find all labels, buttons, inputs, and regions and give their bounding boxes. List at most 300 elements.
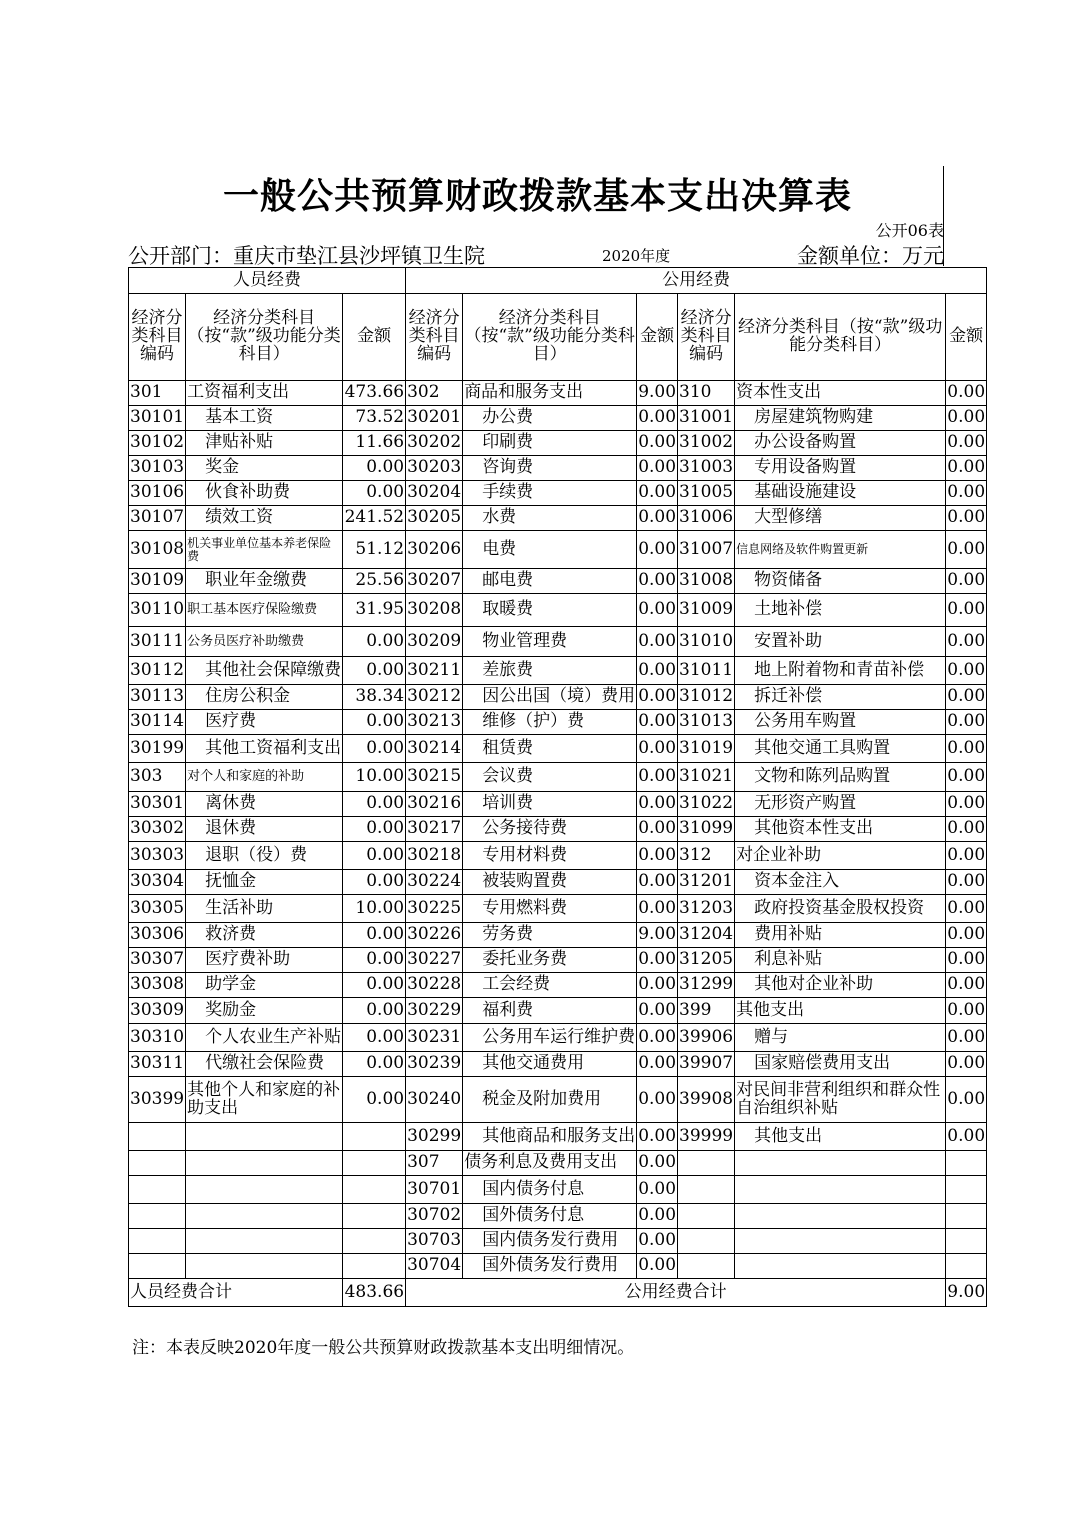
cell-code-2: 30211 — [406, 657, 463, 685]
form-number: 公开06表 — [875, 221, 944, 240]
cell-amount-2: 0.00 — [637, 456, 678, 481]
cell-name-1: 退职（役）费 — [186, 842, 343, 870]
header-name-3: 经济分类科目（按“款”级功能分类科目） — [735, 294, 946, 381]
cell-code-1: 30311 — [129, 1052, 186, 1077]
cell-name-2: 国内债务付息 — [463, 1176, 637, 1204]
cell-amount-1: 241.52 — [343, 506, 406, 531]
cell-name-3: 房屋建筑物购建 — [735, 406, 946, 431]
table-row — [129, 998, 987, 1024]
cell-code-1: 30107 — [129, 506, 186, 531]
cell-code-1: 30106 — [129, 481, 186, 506]
cell-amount-1: 38.34 — [343, 685, 406, 710]
cell-code-3: 31013 — [678, 710, 735, 735]
cell-amount-2: 0.00 — [637, 842, 678, 870]
cell-code-1: 30108 — [129, 531, 186, 569]
cell-code-2: 30702 — [406, 1204, 463, 1229]
cell-amount-1: 10.00 — [343, 763, 406, 792]
cell-name-2: 物业管理费 — [463, 627, 637, 657]
cell-name-1: 职业年金缴费 — [186, 569, 343, 594]
cell-code-3: 39908 — [678, 1077, 735, 1123]
cell-code-2: 30701 — [406, 1176, 463, 1204]
cell-name-2: 委托业务费 — [463, 948, 637, 973]
cell-code-2: 30216 — [406, 792, 463, 817]
table-row — [129, 685, 987, 710]
cell-amount-2: 0.00 — [637, 1077, 678, 1123]
cell-code-2: 30704 — [406, 1254, 463, 1279]
cell-name-1: 其他个人和家庭的补助支出 — [186, 1077, 343, 1123]
cell-amount-3: 0.00 — [946, 569, 987, 594]
table-row — [129, 870, 987, 895]
cell-name-3: 政府投资基金股权投资 — [735, 895, 946, 923]
cell-code-3: 31022 — [678, 792, 735, 817]
cell-amount-3: 0.00 — [946, 406, 987, 431]
table-row — [129, 569, 987, 594]
page-title: 一般公共预算财政拨款基本支出决算表 — [222, 176, 852, 217]
cell-amount-3: 0.00 — [946, 948, 987, 973]
table-row — [129, 1204, 987, 1229]
cell-amount-1 — [343, 1123, 406, 1151]
cell-amount-2: 0.00 — [637, 998, 678, 1024]
cell-name-3: 无形资产购置 — [735, 792, 946, 817]
cell-amount-3: 0.00 — [946, 1024, 987, 1052]
cell-amount-1: 25.56 — [343, 569, 406, 594]
table-row — [129, 431, 987, 456]
cell-code-2: 30226 — [406, 923, 463, 948]
cell-code-1 — [129, 1151, 186, 1176]
cell-code-3 — [678, 1254, 735, 1279]
cell-name-2: 因公出国（境）费用 — [463, 685, 637, 710]
cell-code-3: 31005 — [678, 481, 735, 506]
cell-code-2: 30239 — [406, 1052, 463, 1077]
cell-code-1: 30109 — [129, 569, 186, 594]
cell-amount-2: 0.00 — [637, 792, 678, 817]
cell-amount-1: 0.00 — [343, 657, 406, 685]
cell-name-2: 工会经费 — [463, 973, 637, 998]
cell-code-2: 30218 — [406, 842, 463, 870]
cell-code-3: 31008 — [678, 569, 735, 594]
cell-amount-3: 0.00 — [946, 657, 987, 685]
cell-amount-1: 0.00 — [343, 998, 406, 1024]
cell-name-3: 其他支出 — [735, 998, 946, 1024]
cell-name-2: 差旅费 — [463, 657, 637, 685]
cell-amount-3: 0.00 — [946, 594, 987, 627]
cell-code-3: 39999 — [678, 1123, 735, 1151]
cell-amount-3: 0.00 — [946, 973, 987, 998]
cell-code-1: 30114 — [129, 710, 186, 735]
cell-name-1 — [186, 1229, 343, 1254]
cell-amount-1: 473.66 — [343, 381, 406, 406]
cell-name-1: 代缴社会保险费 — [186, 1052, 343, 1077]
cell-name-3: 资本金注入 — [735, 870, 946, 895]
cell-name-2: 公务用车运行维护费 — [463, 1024, 637, 1052]
cell-amount-2: 0.00 — [637, 948, 678, 973]
cell-code-1: 30302 — [129, 817, 186, 842]
header-name-2: 经济分类科目（按“款”级功能分类科目） — [463, 294, 637, 381]
cell-amount-1: 0.00 — [343, 735, 406, 763]
cell-code-2: 30213 — [406, 710, 463, 735]
cell-name-2: 国内债务发行费用 — [463, 1229, 637, 1254]
cell-amount-3 — [946, 1229, 987, 1254]
cell-amount-3: 0.00 — [946, 456, 987, 481]
cell-name-1: 退休费 — [186, 817, 343, 842]
cell-name-1: 其他社会保障缴费 — [186, 657, 343, 685]
cell-name-1: 个人农业生产补贴 — [186, 1024, 343, 1052]
cell-code-3: 31009 — [678, 594, 735, 627]
cell-name-3 — [735, 1229, 946, 1254]
cell-amount-3: 0.00 — [946, 998, 987, 1024]
personnel-total-label: 人员经费合计 — [129, 1279, 343, 1307]
cell-amount-3: 0.00 — [946, 1077, 987, 1123]
cell-name-1: 抚恤金 — [186, 870, 343, 895]
cell-name-3: 利息补贴 — [735, 948, 946, 973]
table-row — [129, 1176, 987, 1204]
cell-code-3: 31003 — [678, 456, 735, 481]
cell-amount-1: 11.66 — [343, 431, 406, 456]
table-row — [129, 792, 987, 817]
table-row — [129, 456, 987, 481]
cell-code-3: 31012 — [678, 685, 735, 710]
cell-amount-1: 0.00 — [343, 948, 406, 973]
table-row — [129, 657, 987, 685]
cell-name-3: 费用补贴 — [735, 923, 946, 948]
cell-name-1: 津贴补贴 — [186, 431, 343, 456]
cell-name-2: 税金及附加费用 — [463, 1077, 637, 1123]
cell-amount-2: 0.00 — [637, 870, 678, 895]
cell-code-2: 30208 — [406, 594, 463, 627]
cell-code-1: 30102 — [129, 431, 186, 456]
cell-name-3: 资本性支出 — [735, 381, 946, 406]
cell-code-1 — [129, 1229, 186, 1254]
cell-code-2: 30212 — [406, 685, 463, 710]
cell-amount-3: 0.00 — [946, 842, 987, 870]
cell-code-1: 30306 — [129, 923, 186, 948]
cell-amount-2: 0.00 — [637, 657, 678, 685]
cell-name-3: 对企业补助 — [735, 842, 946, 870]
cell-amount-2: 0.00 — [637, 1052, 678, 1077]
header-amount-2: 金额 — [637, 294, 678, 381]
cell-code-1: 30399 — [129, 1077, 186, 1123]
cell-amount-3 — [946, 1151, 987, 1176]
amount-unit: 金额单位：万元 — [797, 244, 944, 268]
cell-name-1: 基本工资 — [186, 406, 343, 431]
cell-name-1: 助学金 — [186, 973, 343, 998]
cell-name-3: 公务用车购置 — [735, 710, 946, 735]
table-row — [129, 1123, 987, 1151]
cell-amount-2: 0.00 — [637, 710, 678, 735]
cell-code-3: 31099 — [678, 817, 735, 842]
cell-code-2: 30204 — [406, 481, 463, 506]
cell-amount-3: 0.00 — [946, 627, 987, 657]
cell-name-2: 其他交通费用 — [463, 1052, 637, 1077]
cell-name-3 — [735, 1204, 946, 1229]
cell-amount-3: 0.00 — [946, 431, 987, 456]
table-row — [129, 381, 987, 406]
cell-amount-1 — [343, 1176, 406, 1204]
cell-code-3: 31201 — [678, 870, 735, 895]
table-row — [129, 481, 987, 506]
cell-amount-2: 0.00 — [637, 569, 678, 594]
cell-amount-1: 0.00 — [343, 842, 406, 870]
cell-amount-3 — [946, 1254, 987, 1279]
cell-name-3: 地上附着物和青苗补偿 — [735, 657, 946, 685]
cell-code-2: 30224 — [406, 870, 463, 895]
header-name-1: 经济分类科目（按“款”级功能分类科目） — [186, 294, 343, 381]
cell-amount-1: 0.00 — [343, 870, 406, 895]
cell-name-2: 公务接待费 — [463, 817, 637, 842]
cell-amount-3 — [946, 1176, 987, 1204]
cell-name-3 — [735, 1176, 946, 1204]
cell-code-2: 302 — [406, 381, 463, 406]
cell-name-1: 救济费 — [186, 923, 343, 948]
cell-amount-3: 0.00 — [946, 1123, 987, 1151]
cell-name-1 — [186, 1151, 343, 1176]
cell-code-2: 30215 — [406, 763, 463, 792]
table-row — [129, 1254, 987, 1279]
cell-code-3: 31001 — [678, 406, 735, 431]
cell-code-1: 30110 — [129, 594, 186, 627]
table-row — [129, 948, 987, 973]
cell-amount-3: 0.00 — [946, 923, 987, 948]
cell-name-1 — [186, 1254, 343, 1279]
cell-code-3: 31006 — [678, 506, 735, 531]
cell-code-1: 30111 — [129, 627, 186, 657]
header-info-line — [128, 240, 944, 268]
cell-code-2: 30201 — [406, 406, 463, 431]
cell-name-2: 被装购置费 — [463, 870, 637, 895]
cell-code-3: 31205 — [678, 948, 735, 973]
section-public: 公用经费 — [406, 268, 987, 294]
table-row — [129, 531, 987, 569]
cell-code-3: 310 — [678, 381, 735, 406]
cell-name-2: 福利费 — [463, 998, 637, 1024]
cell-name-3: 其他支出 — [735, 1123, 946, 1151]
cell-name-2: 会议费 — [463, 763, 637, 792]
cell-code-2: 30202 — [406, 431, 463, 456]
cell-name-3: 大型修缮 — [735, 506, 946, 531]
table-row — [129, 1077, 987, 1123]
cell-amount-3: 0.00 — [946, 1052, 987, 1077]
cell-amount-2: 0.00 — [637, 1151, 678, 1176]
cell-code-3: 31299 — [678, 973, 735, 998]
cell-code-2: 30209 — [406, 627, 463, 657]
cell-name-2: 专用燃料费 — [463, 895, 637, 923]
cell-name-3: 赠与 — [735, 1024, 946, 1052]
cell-name-2: 劳务费 — [463, 923, 637, 948]
cell-amount-1: 0.00 — [343, 817, 406, 842]
cell-amount-1: 0.00 — [343, 710, 406, 735]
cell-code-3: 31007 — [678, 531, 735, 569]
cell-name-2: 办公费 — [463, 406, 637, 431]
cell-name-2: 培训费 — [463, 792, 637, 817]
cell-code-2: 30227 — [406, 948, 463, 973]
section-personnel: 人员经费 — [129, 268, 406, 294]
cell-name-3: 国家赔偿费用支出 — [735, 1052, 946, 1077]
cell-code-3: 31204 — [678, 923, 735, 948]
cell-name-3 — [735, 1254, 946, 1279]
cell-amount-2: 0.00 — [637, 406, 678, 431]
cell-amount-2: 0.00 — [637, 735, 678, 763]
cell-code-1: 30113 — [129, 685, 186, 710]
cell-amount-1: 51.12 — [343, 531, 406, 569]
cell-amount-1: 0.00 — [343, 627, 406, 657]
cell-name-2: 手续费 — [463, 481, 637, 506]
cell-code-1 — [129, 1254, 186, 1279]
cell-code-3: 31010 — [678, 627, 735, 657]
cell-name-3 — [735, 1151, 946, 1176]
cell-name-1: 工资福利支出 — [186, 381, 343, 406]
table-row — [129, 895, 987, 923]
cell-code-1: 30304 — [129, 870, 186, 895]
cell-amount-2: 0.00 — [637, 531, 678, 569]
table-row — [129, 1229, 987, 1254]
cell-amount-1: 0.00 — [343, 481, 406, 506]
cell-code-1: 30103 — [129, 456, 186, 481]
cell-code-2: 30206 — [406, 531, 463, 569]
cell-code-2: 30228 — [406, 973, 463, 998]
cell-code-1: 30308 — [129, 973, 186, 998]
cell-amount-2: 0.00 — [637, 763, 678, 792]
fiscal-year: 2020年度 — [602, 247, 671, 265]
cell-code-1: 30309 — [129, 998, 186, 1024]
cell-amount-2: 0.00 — [637, 1229, 678, 1254]
cell-amount-1: 10.00 — [343, 895, 406, 923]
cell-name-3: 专用设备购置 — [735, 456, 946, 481]
cell-amount-2: 0.00 — [637, 1024, 678, 1052]
cell-code-2: 30299 — [406, 1123, 463, 1151]
header-code-1: 经济分类科目编码 — [129, 294, 186, 381]
cell-code-1: 30303 — [129, 842, 186, 870]
cell-code-1: 30112 — [129, 657, 186, 685]
cell-code-2: 30240 — [406, 1077, 463, 1123]
cell-amount-3: 0.00 — [946, 381, 987, 406]
cell-code-2: 30703 — [406, 1229, 463, 1254]
cell-name-2: 邮电费 — [463, 569, 637, 594]
cell-amount-2: 9.00 — [637, 923, 678, 948]
cell-name-1 — [186, 1204, 343, 1229]
cell-name-3: 对民间非营利组织和群众性自治组织补贴 — [735, 1077, 946, 1123]
cell-name-3: 物资储备 — [735, 569, 946, 594]
cell-name-2: 国外债务发行费用 — [463, 1254, 637, 1279]
cell-name-1: 奖励金 — [186, 998, 343, 1024]
cell-code-3: 312 — [678, 842, 735, 870]
cell-code-3: 31019 — [678, 735, 735, 763]
cell-amount-1: 0.00 — [343, 456, 406, 481]
cell-name-2: 水费 — [463, 506, 637, 531]
cell-code-2: 30229 — [406, 998, 463, 1024]
cell-amount-2: 0.00 — [637, 1123, 678, 1151]
cell-name-1: 医疗费 — [186, 710, 343, 735]
cell-amount-3: 0.00 — [946, 531, 987, 569]
cell-name-2: 商品和服务支出 — [463, 381, 637, 406]
header-amount-3: 金额 — [946, 294, 987, 381]
table-row — [129, 1052, 987, 1077]
cell-amount-1: 0.00 — [343, 923, 406, 948]
cell-name-1: 医疗费补助 — [186, 948, 343, 973]
cell-code-3: 399 — [678, 998, 735, 1024]
cell-code-2: 30205 — [406, 506, 463, 531]
cell-code-1 — [129, 1176, 186, 1204]
cell-amount-2: 0.00 — [637, 1176, 678, 1204]
cell-name-3: 其他交通工具购置 — [735, 735, 946, 763]
cell-name-2: 印刷费 — [463, 431, 637, 456]
cell-amount-3: 0.00 — [946, 763, 987, 792]
cell-amount-3: 0.00 — [946, 895, 987, 923]
cell-name-3: 拆迁补偿 — [735, 685, 946, 710]
cell-amount-3: 0.00 — [946, 817, 987, 842]
cell-amount-1: 31.95 — [343, 594, 406, 627]
cell-amount-1: 73.52 — [343, 406, 406, 431]
cell-name-2: 维修（护）费 — [463, 710, 637, 735]
header-code-2: 经济分类科目编码 — [406, 294, 463, 381]
department-label: 公开部门：重庆市垫江县沙坪镇卫生院 — [128, 244, 485, 268]
cell-name-1: 机关事业单位基本养老保险费 — [186, 531, 343, 569]
cell-amount-1 — [343, 1254, 406, 1279]
cell-code-1 — [129, 1123, 186, 1151]
cell-name-3: 基础设施建设 — [735, 481, 946, 506]
cell-amount-1 — [343, 1204, 406, 1229]
cell-name-2: 咨询费 — [463, 456, 637, 481]
cell-name-1: 住房公积金 — [186, 685, 343, 710]
cell-amount-3: 0.00 — [946, 685, 987, 710]
table-row — [129, 763, 987, 792]
cell-amount-2: 0.00 — [637, 1254, 678, 1279]
cell-name-3: 信息网络及软件购置更新 — [735, 531, 946, 569]
cell-name-1: 奖金 — [186, 456, 343, 481]
cell-name-1: 其他工资福利支出 — [186, 735, 343, 763]
cell-amount-2: 0.00 — [637, 973, 678, 998]
cell-amount-1: 0.00 — [343, 973, 406, 998]
table-row — [129, 973, 987, 998]
cell-code-3: 31203 — [678, 895, 735, 923]
table-row — [129, 923, 987, 948]
cell-code-2: 30231 — [406, 1024, 463, 1052]
table-row — [129, 710, 987, 735]
cell-amount-3: 0.00 — [946, 870, 987, 895]
cell-code-3: 39906 — [678, 1024, 735, 1052]
cell-amount-2: 0.00 — [637, 817, 678, 842]
table-row — [129, 506, 987, 531]
cell-amount-1 — [343, 1151, 406, 1176]
cell-code-2: 30207 — [406, 569, 463, 594]
expenditure-table — [128, 267, 987, 1307]
cell-amount-2: 0.00 — [637, 431, 678, 456]
cell-name-3: 土地补偿 — [735, 594, 946, 627]
cell-name-2: 电费 — [463, 531, 637, 569]
table-row — [129, 1151, 987, 1176]
cell-amount-3: 0.00 — [946, 735, 987, 763]
cell-code-2: 30203 — [406, 456, 463, 481]
table-row — [129, 817, 987, 842]
cell-name-1: 对个人和家庭的补助 — [186, 763, 343, 792]
cell-name-1: 离休费 — [186, 792, 343, 817]
cell-name-3: 其他对企业补助 — [735, 973, 946, 998]
cell-amount-2: 9.00 — [637, 381, 678, 406]
cell-name-1: 伙食补助费 — [186, 481, 343, 506]
cell-code-3 — [678, 1229, 735, 1254]
cell-code-1: 30101 — [129, 406, 186, 431]
cell-amount-3: 0.00 — [946, 792, 987, 817]
cell-code-1: 30310 — [129, 1024, 186, 1052]
cell-code-1: 30199 — [129, 735, 186, 763]
cell-amount-2: 0.00 — [637, 1204, 678, 1229]
cell-name-3: 其他资本性支出 — [735, 817, 946, 842]
table-row — [129, 842, 987, 870]
cell-amount-1: 0.00 — [343, 1077, 406, 1123]
cell-amount-2: 0.00 — [637, 594, 678, 627]
cell-amount-2: 0.00 — [637, 685, 678, 710]
cell-code-1: 30301 — [129, 792, 186, 817]
cell-name-2: 债务利息及费用支出 — [463, 1151, 637, 1176]
